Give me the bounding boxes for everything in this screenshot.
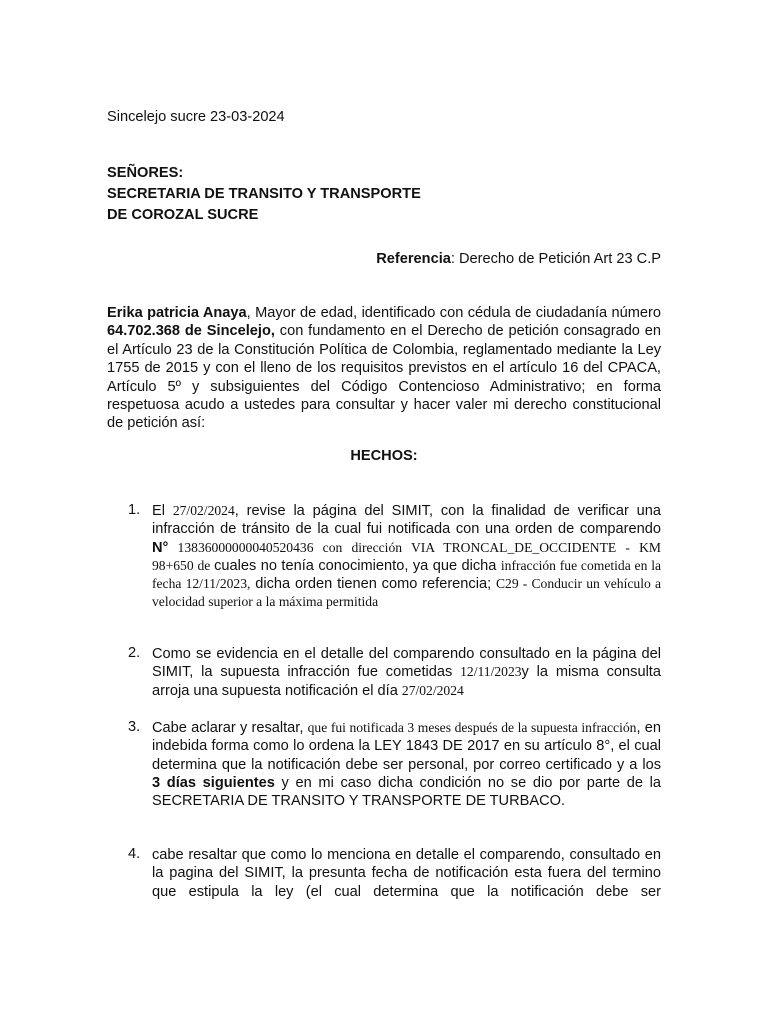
- item-text: El: [152, 503, 173, 519]
- item-number: 2.: [128, 645, 141, 661]
- addressee-line-2: SECRETARIA DE TRANSITO Y TRANSPORTE: [107, 186, 421, 202]
- item-body: [152, 846, 661, 901]
- list-item: [124, 502, 661, 612]
- item-text: cabe resaltar que como lo menciona en detalle el comparendo, consultado en la pagina del SIMIT, la presunta fecha de notificación esta fuera del termino que estipula la ley (el cual determina que la notificación debe ser: [152, 847, 661, 900]
- item-text: y la misma consulta arroja una supuesta notificación el día: [152, 664, 661, 699]
- item-text: cuales no tenía conocimiento, ya que dicha: [214, 557, 501, 574]
- item-text: , en indebida forma como lo ordena la LEY 1843 DE 2017 en su artículo 8°, el cual determina que la notificación debe ser personal, por correo certificado y a los: [152, 720, 661, 773]
- item-body: [152, 645, 661, 700]
- list-item: [124, 645, 661, 700]
- list-item: [124, 719, 661, 810]
- date-line: Sincelejo sucre 23-03-2024: [107, 109, 285, 125]
- intro-text-2: con fundamento en el Derecho de petición consagrado en el Artículo 23 de la Constitución Política de Colombia, reglamentado mediante la Ley 1755 de 2015 y con el lleno de los requisitos previstos en el artículo 16 del CPACA, Artículo 5º y subsiguientes del Código Contencioso Administrativo; en forma respetuosa acudo a ustedes para consultar y hacer valer mi derecho constitucional de petición así:: [107, 323, 662, 432]
- comparendo-number: 13836000000040520436 con dirección VIA TRONCAL_DE_OCCIDENTE - KM 98+650 de: [152, 539, 661, 573]
- reference-label: Referencia: [376, 251, 451, 267]
- addressee-line-3: DE COROZAL SUCRE: [107, 207, 259, 223]
- infraction-date: infracción fue cometida en la fecha 12/11/2023,: [152, 557, 662, 592]
- section-title: HECHOS:: [350, 448, 418, 464]
- list-item: [124, 846, 661, 901]
- reference-line: [376, 251, 661, 267]
- item-date: 27/02/2024: [401, 682, 464, 698]
- addressee-block: [107, 163, 421, 226]
- item-text: Como se evidencia en el detalle del comparendo consultado en la página del SIMIT, la supuesta infracción fue cometidas: [152, 646, 661, 681]
- item-text-serif: que fui notificada 3 meses después de la supuesta infracción: [307, 720, 637, 735]
- item-body: [152, 502, 661, 612]
- item-text: Cabe aclarar y resaltar,: [152, 720, 308, 736]
- item-text: , revise la página del SIMIT, con la finalidad de verificar una infracción de tránsito de la cual fui notificada con una orden de comparendo: [152, 503, 661, 538]
- infraction-code: C29 - Conducir un vehículo a velocidad superior a la máxima permitida: [152, 576, 661, 610]
- item-date: 12/11/2023: [460, 664, 522, 680]
- item-body: [152, 719, 661, 810]
- item-number: 4.: [128, 846, 141, 862]
- item-date: 27/02/2024: [172, 503, 235, 518]
- item-text: y en mi caso dicha condición no se dio por parte de la SECRETARIA DE TRANSITO Y TRANSPORTE DE TURBACO.: [152, 774, 661, 810]
- item-bold-text: 3 días siguientes: [152, 774, 275, 791]
- addressee-line-1: SEÑORES:: [107, 165, 184, 181]
- petitioner-name: Erika patricia Anaya: [107, 305, 247, 321]
- item-text: dicha orden tienen como referencia;: [250, 576, 496, 593]
- id-number: 64.702.368 de Sincelejo,: [107, 323, 275, 340]
- reference-text: : Derecho de Petición Art 23 C.P: [450, 251, 661, 267]
- item-number: 1.: [128, 502, 141, 518]
- intro-text-1: , Mayor de edad, identificado con cédula de ciudadanía número: [246, 305, 661, 321]
- item-number: 3.: [128, 719, 141, 735]
- item-label: N°: [152, 539, 169, 556]
- intro-paragraph: [107, 304, 661, 433]
